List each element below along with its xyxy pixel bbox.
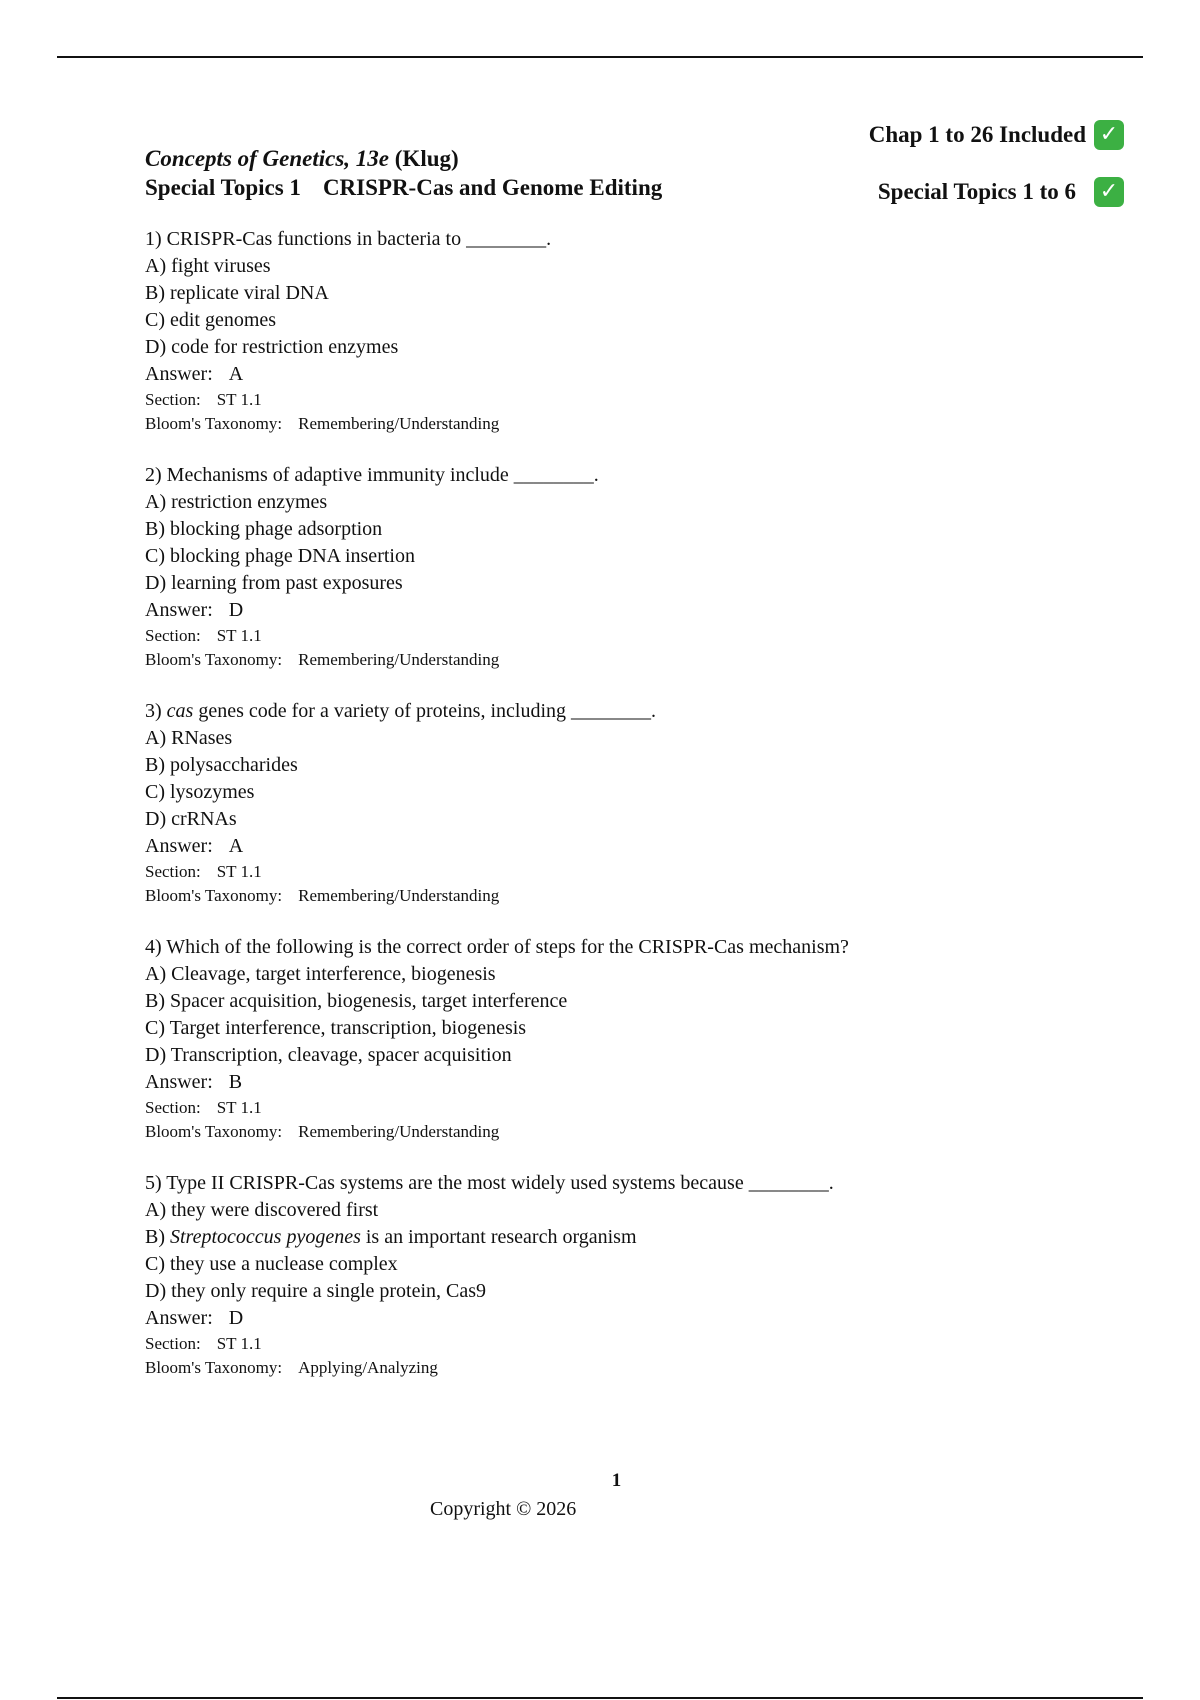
bloom-line: [145, 1356, 1105, 1380]
question-5: [145, 1170, 1105, 1380]
answer-value: A: [228, 363, 244, 385]
answer-label: Answer:: [145, 835, 213, 857]
bottom-rule: [57, 1697, 1143, 1699]
option-b-suffix: is an important research organism: [360, 1226, 637, 1248]
answer-value: A: [228, 835, 244, 857]
page-number: 1: [611, 1470, 622, 1491]
option-a: A) restriction enzymes: [145, 491, 328, 513]
answer-line: [145, 833, 1105, 860]
section-value: ST 1.1: [216, 862, 262, 881]
option-c: C) they use a nuclease complex: [145, 1253, 398, 1275]
section-label: Section:: [145, 626, 201, 645]
question-stem: [145, 698, 1105, 725]
bloom-line: [145, 884, 1105, 908]
answer-label: Answer:: [145, 1071, 213, 1093]
document-header: [145, 144, 662, 202]
option-d: D) they only require a single protein, Cas9: [145, 1280, 487, 1302]
special-topics-badge: [878, 176, 1124, 208]
book-title-italic: Concepts of Genetics, 13e: [145, 146, 390, 171]
bloom-label: Bloom's Taxonomy:: [145, 1122, 283, 1141]
option-a: A) RNases: [145, 727, 233, 749]
topic-label: Special Topics 1: [145, 175, 301, 200]
section-label: Section:: [145, 1334, 201, 1353]
option-d: D) crRNAs: [145, 808, 237, 830]
answer-value: D: [228, 599, 244, 621]
check-mark-icon: ✓: [1094, 120, 1124, 150]
chapters-included-badge: [869, 119, 1124, 151]
option-d: D) code for restriction enzymes: [145, 336, 399, 358]
answer-label: Answer:: [145, 1307, 213, 1329]
option-c: C) blocking phage DNA insertion: [145, 545, 415, 567]
bloom-value: Remembering/Understanding: [298, 886, 500, 905]
question-stem: 1) CRISPR-Cas functions in bacteria to ________.: [145, 228, 552, 250]
question-stem: 5) Type II CRISPR-Cas systems are the most widely used systems because ________.: [145, 1172, 834, 1194]
question-4: [145, 934, 1105, 1144]
stem-italic-term: cas: [166, 700, 194, 722]
option-c: C) lysozymes: [145, 781, 255, 803]
question-stem: 4) Which of the following is the correct order of steps for the CRISPR-Cas mechanism?: [145, 936, 849, 958]
bloom-value: Remembering/Understanding: [298, 414, 500, 433]
answer-line: [145, 1305, 1105, 1332]
option-b: B) blocking phage adsorption: [145, 518, 383, 540]
section-label: Section:: [145, 390, 201, 409]
question-list: [145, 226, 1105, 1406]
bloom-line: [145, 1120, 1105, 1144]
bloom-value: Applying/Analyzing: [298, 1358, 438, 1377]
section-value: ST 1.1: [216, 1334, 262, 1353]
option-b: [145, 1224, 1105, 1251]
question-1: [145, 226, 1105, 436]
section-line: [145, 860, 1105, 884]
option-d: D) Transcription, cleavage, spacer acquisition: [145, 1044, 512, 1066]
option-b: B) Spacer acquisition, biogenesis, target interference: [145, 990, 568, 1012]
check-mark-icon: ✓: [1094, 177, 1124, 207]
book-author: (Klug): [394, 146, 459, 171]
answer-value: B: [228, 1071, 243, 1093]
option-c: C) edit genomes: [145, 309, 277, 331]
section-line: [145, 1096, 1105, 1120]
answer-label: Answer:: [145, 363, 213, 385]
section-value: ST 1.1: [216, 390, 262, 409]
bloom-line: [145, 412, 1105, 436]
answer-line: [145, 1069, 1105, 1096]
chapters-included-label: Chap 1 to 26 Included: [868, 122, 1086, 147]
question-3: [145, 698, 1105, 908]
section-label: Section:: [145, 1098, 201, 1117]
option-d: D) learning from past exposures: [145, 572, 403, 594]
question-2: [145, 462, 1105, 672]
bloom-line: [145, 648, 1105, 672]
option-b-prefix: B): [145, 1226, 170, 1248]
top-rule: [57, 56, 1143, 58]
answer-line: [145, 597, 1105, 624]
answer-label: Answer:: [145, 599, 213, 621]
answer-line: [145, 361, 1105, 388]
stem-prefix: 3): [145, 700, 167, 722]
option-b: B) replicate viral DNA: [145, 282, 329, 304]
bloom-value: Remembering/Understanding: [298, 650, 500, 669]
option-b: B) polysaccharides: [145, 754, 298, 776]
section-line: [145, 624, 1105, 648]
option-b-species: Streptococcus pyogenes: [170, 1226, 361, 1248]
section-line: [145, 388, 1105, 412]
section-value: ST 1.1: [216, 1098, 262, 1117]
option-a: A) fight viruses: [145, 255, 271, 277]
special-topics-label: Special Topics 1 to 6: [877, 179, 1076, 204]
book-title: [145, 144, 662, 173]
topic-line: [145, 173, 662, 202]
bloom-label: Bloom's Taxonomy:: [145, 1358, 283, 1377]
section-label: Section:: [145, 862, 201, 881]
option-c: C) Target interference, transcription, biogenesis: [145, 1017, 527, 1039]
bloom-value: Remembering/Understanding: [298, 1122, 500, 1141]
topic-title: CRISPR-Cas and Genome Editing: [322, 175, 663, 200]
copyright-notice: Copyright © 2026: [430, 1498, 577, 1520]
stem-suffix: genes code for a variety of proteins, including ________.: [193, 700, 656, 722]
answer-value: D: [228, 1307, 244, 1329]
bloom-label: Bloom's Taxonomy:: [145, 414, 283, 433]
bloom-label: Bloom's Taxonomy:: [145, 650, 283, 669]
option-a: A) they were discovered first: [145, 1199, 379, 1221]
option-a: A) Cleavage, target interference, biogenesis: [145, 963, 496, 985]
section-value: ST 1.1: [216, 626, 262, 645]
section-line: [145, 1332, 1105, 1356]
bloom-label: Bloom's Taxonomy:: [145, 886, 283, 905]
question-stem: 2) Mechanisms of adaptive immunity include ________.: [145, 464, 599, 486]
